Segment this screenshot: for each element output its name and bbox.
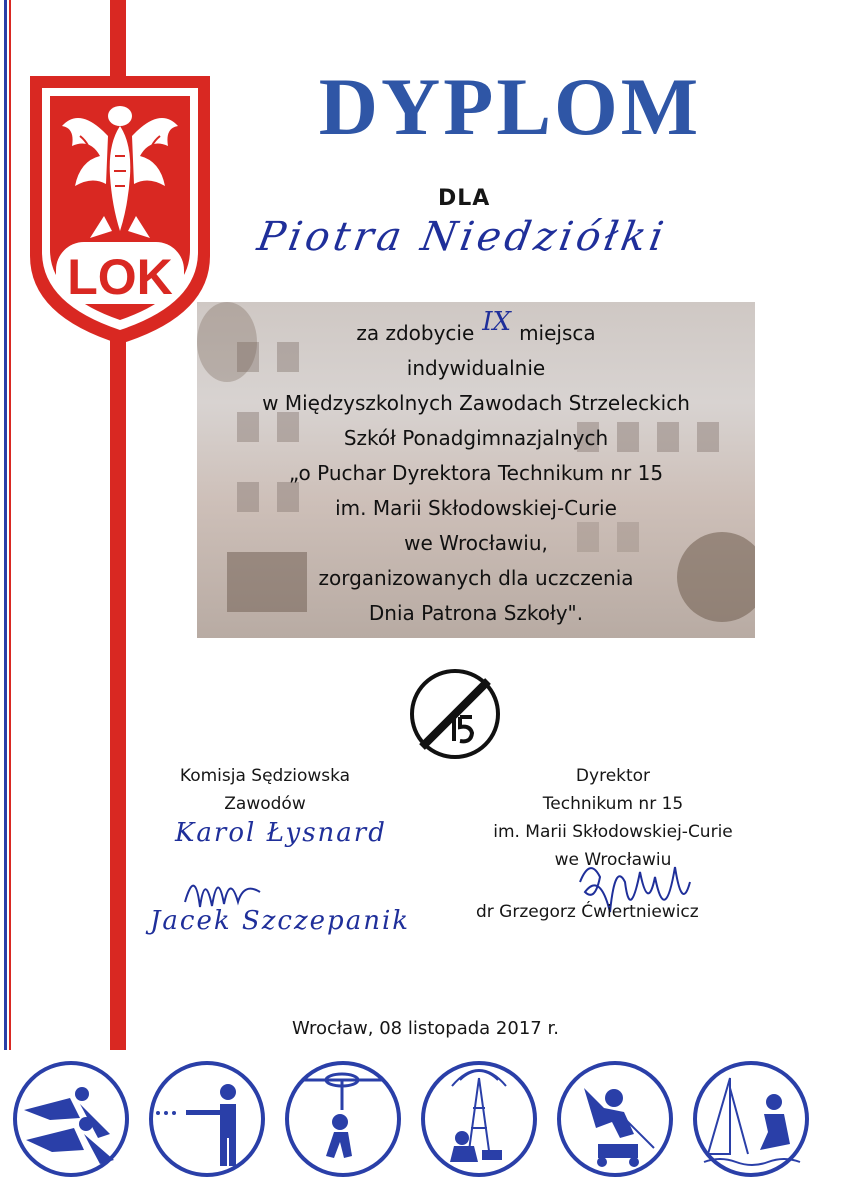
right-signatory-line2: Technikum nr 15 — [542, 794, 684, 814]
citation-line-4: Szkół Ponadgimnazjalnych — [343, 426, 609, 450]
right-signatory-line3: im. Marii Skłodowskiej-Curie — [493, 822, 733, 842]
emblem-text: LOK — [67, 249, 173, 305]
citation-line-6: im. Marii Skłodowskiej-Curie — [335, 496, 617, 520]
citation-line-9: Dnia Patrona Szkoły". — [368, 601, 584, 625]
citation-text — [197, 307, 755, 631]
go-kart-icon — [554, 1058, 676, 1180]
running-shooter-icon — [10, 1058, 132, 1180]
citation-prefix: za zdobycie — [356, 321, 475, 345]
citation-line-3: w Międzyszkolnych Zawodach Strzeleckich — [262, 391, 690, 415]
right-signatory-line4: we Wrocławiu — [554, 850, 672, 870]
discipline-icons-row — [0, 1058, 843, 1200]
lok-emblem-icon — [20, 66, 220, 348]
signature-1: Karol Łysnard — [175, 818, 387, 848]
border-red-thin-stripe — [9, 0, 11, 1050]
sailing-icon — [690, 1058, 812, 1180]
rifle-shooter-icon — [146, 1058, 268, 1180]
parachutist-icon — [282, 1058, 404, 1180]
dla-label: DLA — [438, 186, 491, 211]
left-signatory-line2: Zawodów — [224, 794, 306, 814]
signature-2: Jacek Szczepanik — [150, 906, 411, 936]
citation-suffix: miejsca — [519, 321, 596, 345]
school-logo-icon — [408, 667, 502, 761]
radio-operator-icon — [418, 1058, 540, 1180]
right-signatory-line1: Dyrektor — [575, 766, 651, 786]
citation-line-1 — [197, 307, 755, 351]
school-logo-text: 15 — [408, 667, 410, 668]
citation-line-5: „o Puchar Dyrektora Technikum nr 15 — [288, 461, 664, 485]
left-signatory-line1: Komisja Sędziowska — [179, 766, 351, 786]
recipient-name: Piotra Niedziółki — [253, 214, 671, 260]
left-signatory — [150, 762, 380, 818]
place-value: IX — [482, 307, 512, 337]
border-blue-stripe — [4, 0, 7, 1050]
director-name: dr Grzegorz Ćwiertniewicz — [476, 902, 699, 922]
citation-line-8: zorganizowanych dla uczczenia — [318, 566, 634, 590]
place-date: Wrocław, 08 listopada 2017 r. — [292, 1018, 559, 1039]
signature-scribble-right — [570, 852, 700, 942]
page-title: DYPLOM — [318, 61, 702, 152]
citation-line-2: indywidualnie — [406, 356, 546, 380]
citation-line-7: we Wrocławiu, — [404, 531, 548, 555]
